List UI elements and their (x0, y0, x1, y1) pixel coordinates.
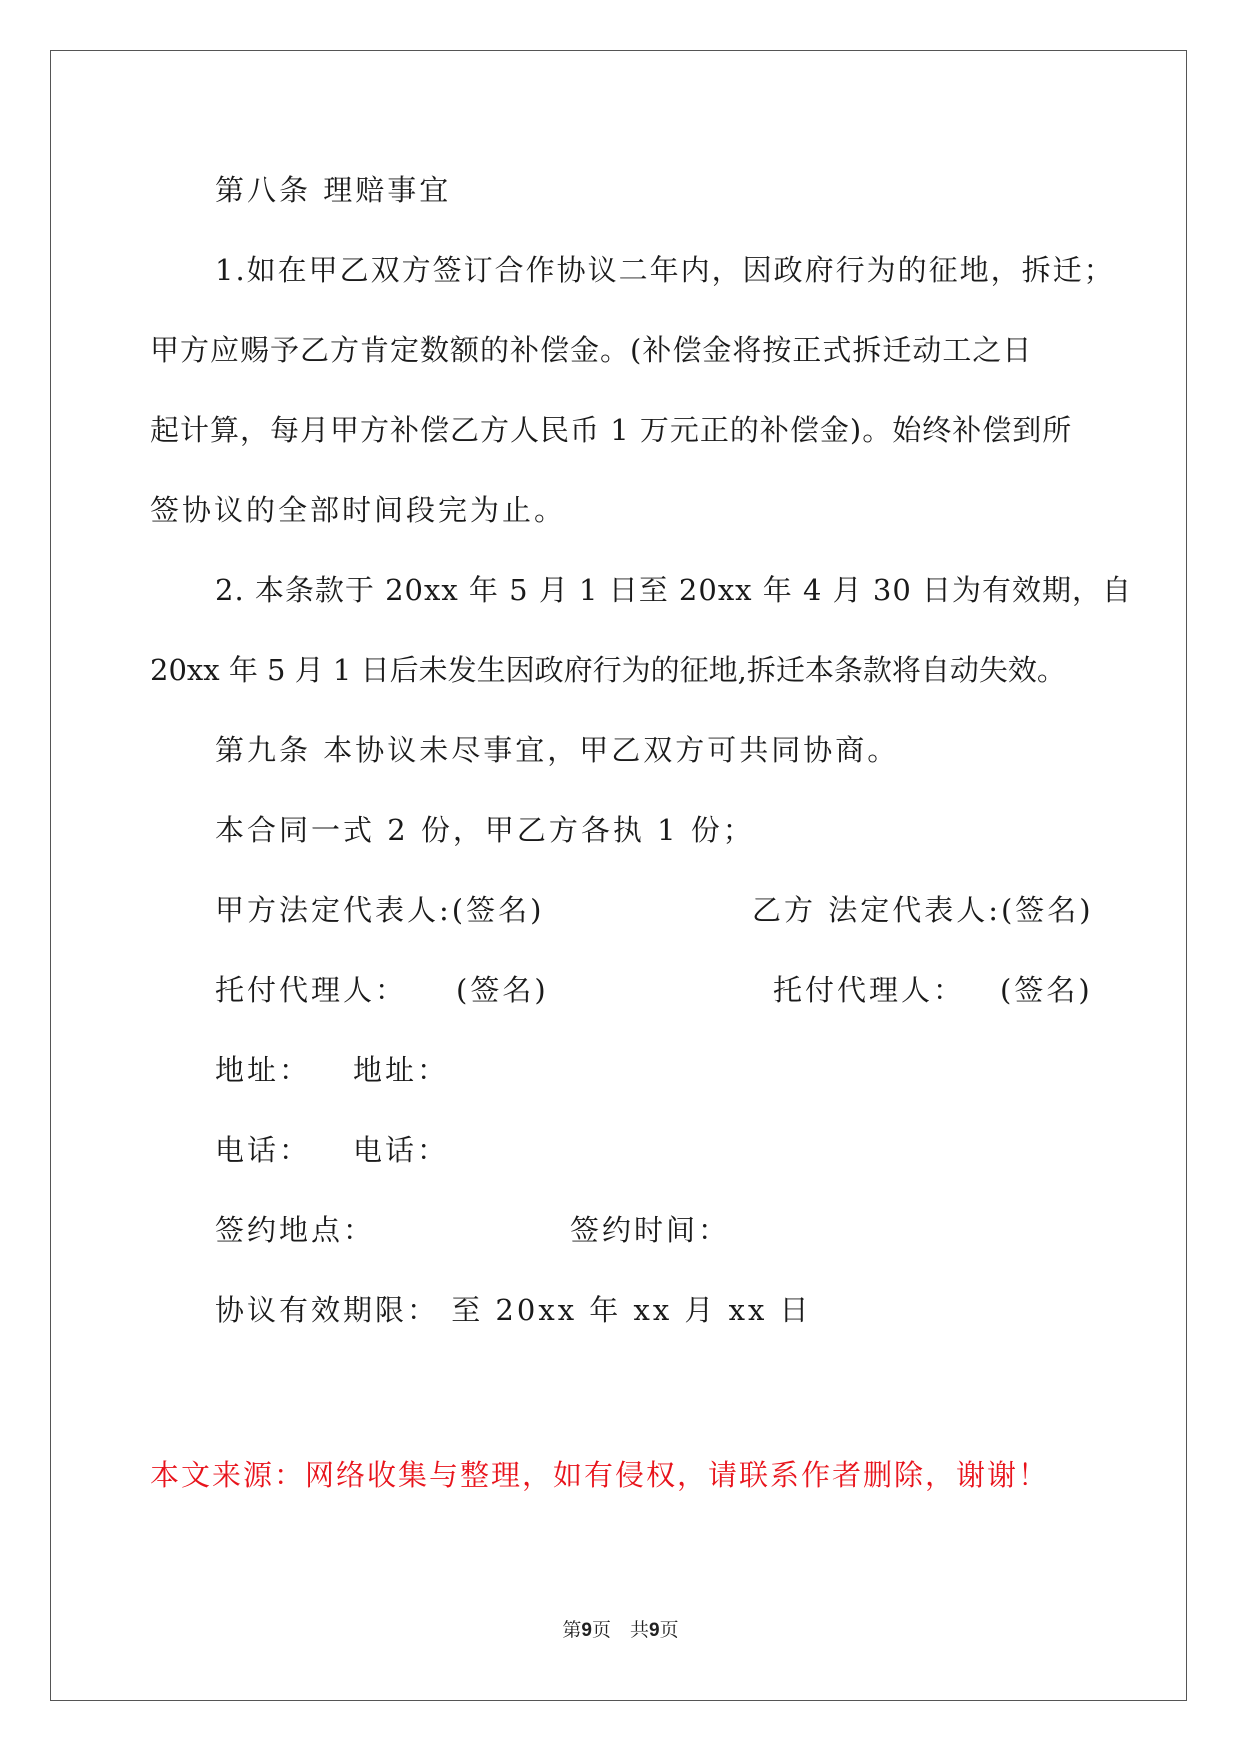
footer-page-current: 9 (581, 1620, 592, 1641)
article-8-p1-line3: 起计算，每月甲方补偿乙方人民币 1 万元正的补偿金)。始终补偿到所 (150, 413, 1073, 447)
article-9: 第九条 本协议未尽事宜，甲乙双方可共同协商。 (215, 733, 900, 767)
footer-suffix: 页 (659, 1619, 679, 1641)
footer-page-total: 9 (649, 1620, 660, 1641)
party-b-agent-sign: (签名) (1000, 973, 1093, 1007)
article-8-p2-line2: 20xx 年 5 月 1 日后未发生因政府行为的征地,拆迁本条款将自动失效。 (150, 653, 1066, 687)
party-b-rep-sign: 乙方 法定代表人:(签名) (752, 893, 1094, 927)
sign-place: 签约地点： (215, 1213, 376, 1247)
party-a-agent-label: 托付代理人： (215, 973, 408, 1007)
page-footer (0, 1618, 1241, 1643)
sign-time: 签约时间： (570, 1213, 731, 1247)
footer-mid: 页 共 (591, 1619, 649, 1641)
validity-period: 协议有效期限： 至 20xx 年 xx 月 xx 日 (215, 1293, 812, 1327)
article-8-p2-line1: 2. 本条款于 20xx 年 5 月 1 日至 20xx 年 4 月 30 日为有效期，自 (215, 573, 1132, 607)
article-8-p1-line2: 甲方应赐予乙方肯定数额的补偿金。(补偿金将按正式拆迁动工之日 (150, 333, 1033, 367)
party-a-phone: 电话： (215, 1133, 312, 1167)
source-note: 本文来源：网络收集与整理，如有侵权，请联系作者删除，谢谢！ (150, 1458, 1050, 1492)
party-b-agent-label: 托付代理人： (773, 973, 966, 1007)
article-8-p1-line1: 1.如在甲乙双方签订合作协议二年内，因政府行为的征地，拆迁； (215, 253, 1115, 287)
party-b-address: 地址： (353, 1053, 450, 1087)
footer-prefix: 第 (562, 1619, 582, 1641)
article-8-p1-line4: 签协议的全部时间段完为止。 (150, 493, 567, 527)
page-border (50, 50, 1187, 1701)
copies-line: 本合同一式 2 份，甲乙方各执 1 份； (215, 813, 755, 847)
party-a-rep-sign: 甲方法定代表人:(签名) (215, 893, 545, 927)
party-a-address: 地址： (215, 1053, 312, 1087)
article-8-title: 第八条 理赔事宜 (215, 173, 452, 207)
party-a-agent-sign: (签名) (456, 973, 549, 1007)
party-b-phone: 电话： (353, 1133, 450, 1167)
